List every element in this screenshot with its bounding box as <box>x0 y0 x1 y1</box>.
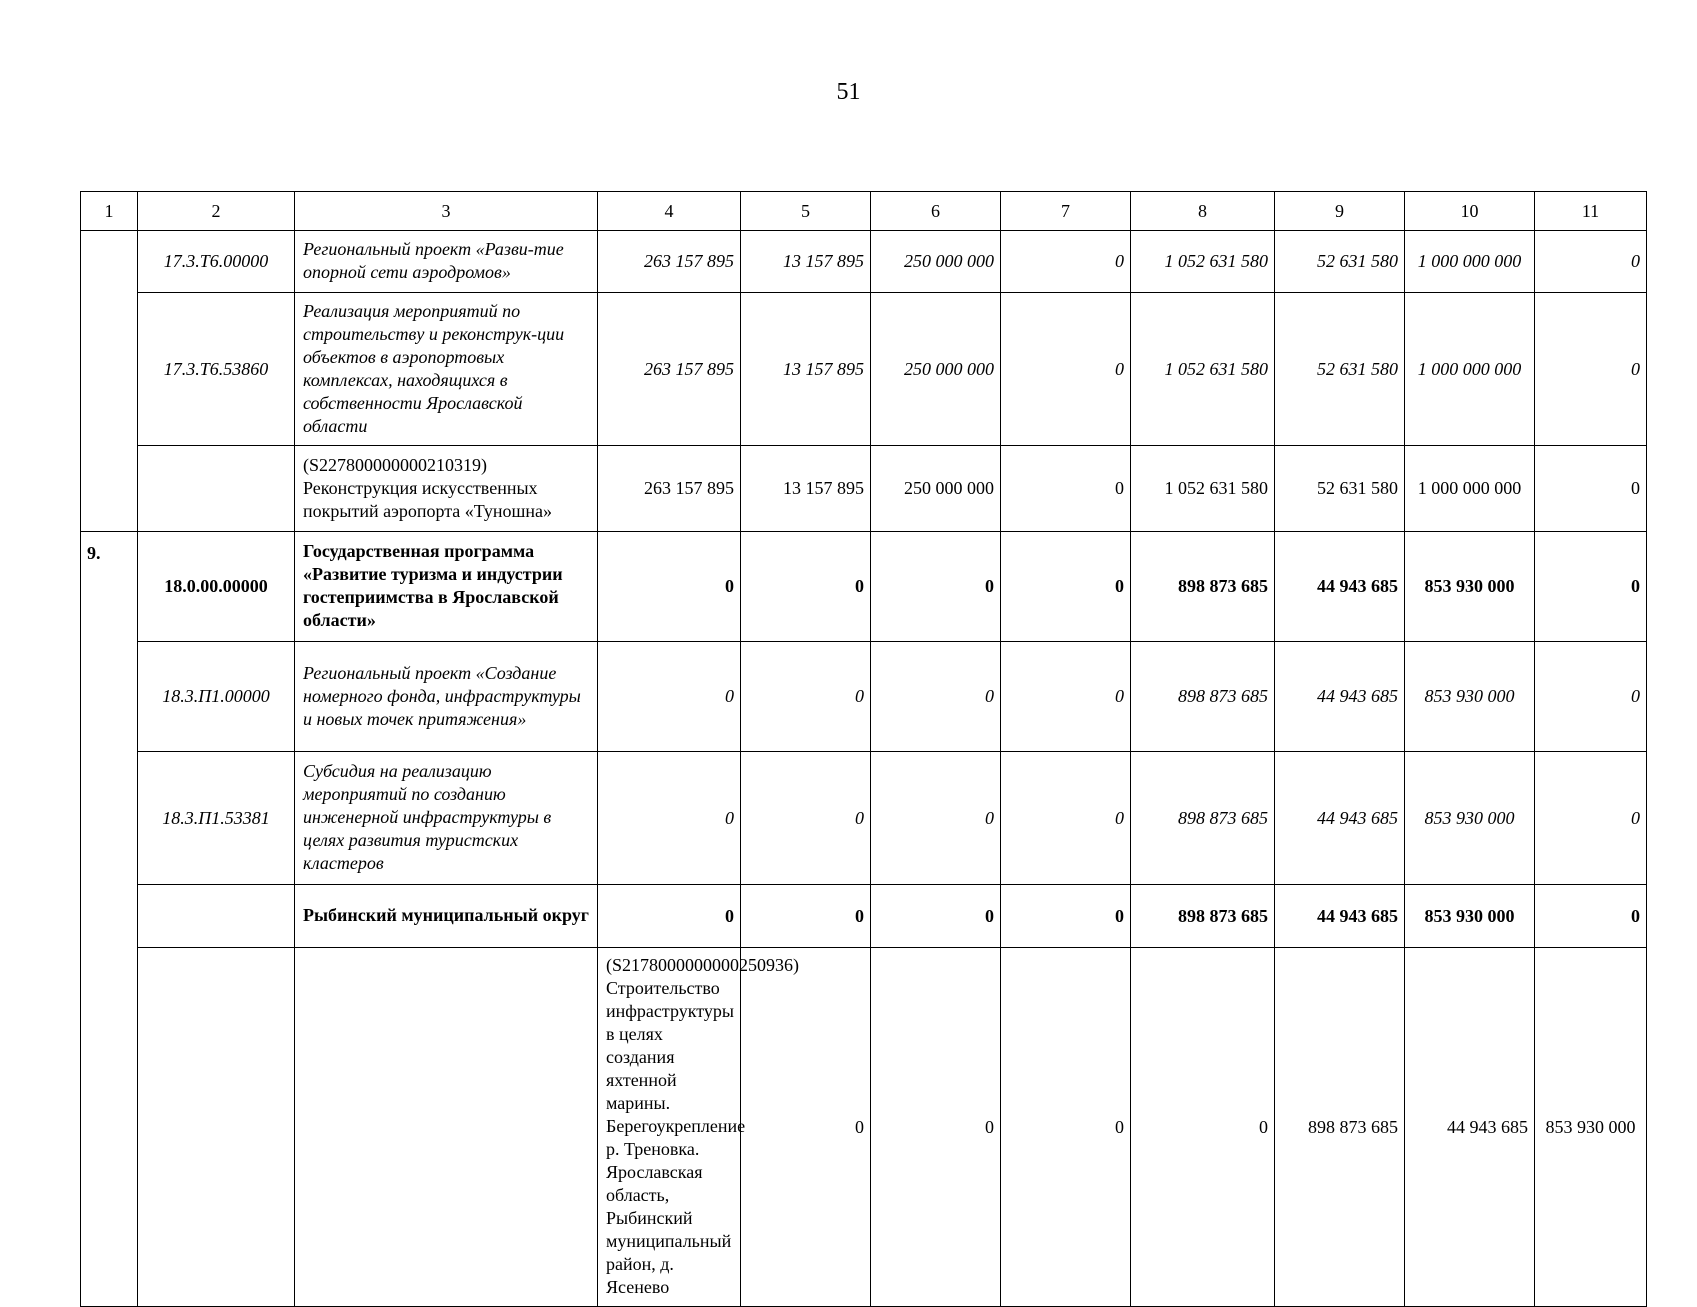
column-header: 11 <box>1535 192 1647 231</box>
value-cell: 898 873 685 <box>1131 532 1275 642</box>
value-cell: 0 <box>1535 446 1647 532</box>
row-code <box>295 948 598 1307</box>
row-index: 9. <box>81 532 138 1307</box>
value-cell: 13 157 895 <box>741 293 871 446</box>
value-cell: 0 <box>598 752 741 885</box>
row-code: 17.3.Т6.53860 <box>138 293 295 446</box>
column-header: 9 <box>1275 192 1405 231</box>
row-code: 17.3.Т6.00000 <box>138 231 295 293</box>
row-name: Региональный проект «Создание номерного фонда, инфраструктуры и новых точек притяжения» <box>295 642 598 752</box>
value-cell: 0 <box>741 642 871 752</box>
row-name: Региональный проект «Разви-тие опорной сети аэродромов» <box>295 231 598 293</box>
table-row <box>81 231 1647 293</box>
row-name: (S227800000000210319) Реконструкция искусственных покрытий аэропорта «Туношна» <box>295 446 598 532</box>
row-index <box>138 948 295 1307</box>
row-name: Субсидия на реализацию мероприятий по созданию инженерной инфраструктуры в целях развития туристских кластеров <box>295 752 598 885</box>
value-cell: 0 <box>1535 231 1647 293</box>
value-cell: 0 <box>871 642 1001 752</box>
value-cell: 853 930 000 <box>1405 532 1535 642</box>
table-row <box>81 532 1647 642</box>
column-header: 3 <box>295 192 598 231</box>
value-cell: 0 <box>598 642 741 752</box>
value-cell: 898 873 685 <box>1131 885 1275 948</box>
value-cell: 0 <box>1001 752 1131 885</box>
table-row <box>81 752 1647 885</box>
header-row <box>81 192 1647 231</box>
value-cell: 0 <box>741 885 871 948</box>
value-cell: 0 <box>1001 642 1131 752</box>
value-cell: 0 <box>871 948 1001 1307</box>
value-cell: 13 157 895 <box>741 231 871 293</box>
table-row <box>81 293 1647 446</box>
value-cell: 853 930 000 <box>1405 752 1535 885</box>
value-cell: 263 157 895 <box>598 231 741 293</box>
value-cell: 0 <box>598 532 741 642</box>
value-cell: 0 <box>1001 948 1131 1307</box>
value-cell: 0 <box>1535 532 1647 642</box>
value-cell: 0 <box>741 948 871 1307</box>
row-code: 18.0.00.00000 <box>138 532 295 642</box>
value-cell: 0 <box>1131 948 1275 1307</box>
value-cell: 0 <box>1001 532 1131 642</box>
column-header: 10 <box>1405 192 1535 231</box>
row-name: Рыбинский муниципальный округ <box>295 885 598 948</box>
row-code: 18.3.П1.53381 <box>138 752 295 885</box>
value-cell: 1 000 000 000 <box>1405 446 1535 532</box>
value-cell: 263 157 895 <box>598 293 741 446</box>
value-cell: 1 000 000 000 <box>1405 231 1535 293</box>
value-cell: 1 052 631 580 <box>1131 231 1275 293</box>
value-cell: 250 000 000 <box>871 446 1001 532</box>
table-row <box>81 446 1647 532</box>
value-cell: 898 873 685 <box>1131 642 1275 752</box>
value-cell: 44 943 685 <box>1405 948 1535 1307</box>
value-cell: 853 930 000 <box>1405 642 1535 752</box>
value-cell: 13 157 895 <box>741 446 871 532</box>
row-name: Реализация мероприятий по строительству и реконструк-ции объектов в аэропортовых комплексах, находящихся в собственности Ярославской области <box>295 293 598 446</box>
column-header: 2 <box>138 192 295 231</box>
row-name: Государственная программа «Развитие туризма и индустрии гостеприимства в Ярославской области» <box>295 532 598 642</box>
value-cell: 853 930 000 <box>1405 885 1535 948</box>
value-cell: 44 943 685 <box>1275 642 1405 752</box>
value-cell: 52 631 580 <box>1275 446 1405 532</box>
column-header: 5 <box>741 192 871 231</box>
column-header: 7 <box>1001 192 1131 231</box>
value-cell: 853 930 000 <box>1535 948 1647 1307</box>
value-cell: 0 <box>1001 293 1131 446</box>
row-code: 18.3.П1.00000 <box>138 642 295 752</box>
value-cell: 250 000 000 <box>871 293 1001 446</box>
value-cell: 0 <box>1535 885 1647 948</box>
value-cell: 44 943 685 <box>1275 885 1405 948</box>
value-cell: 0 <box>1535 752 1647 885</box>
column-header: 4 <box>598 192 741 231</box>
value-cell: 263 157 895 <box>598 446 741 532</box>
value-cell: 0 <box>1001 446 1131 532</box>
row-code <box>138 446 295 532</box>
value-cell: 0 <box>1535 293 1647 446</box>
row-index <box>81 231 138 532</box>
value-cell: 44 943 685 <box>1275 752 1405 885</box>
column-header: 1 <box>81 192 138 231</box>
value-cell: 0 <box>1535 642 1647 752</box>
value-cell: 52 631 580 <box>1275 231 1405 293</box>
page-number: 51 <box>836 79 861 105</box>
value-cell: 0 <box>598 885 741 948</box>
value-cell: 1 052 631 580 <box>1131 293 1275 446</box>
value-cell: 52 631 580 <box>1275 293 1405 446</box>
table-row <box>81 885 1647 948</box>
value-cell: 1 000 000 000 <box>1405 293 1535 446</box>
column-header: 6 <box>871 192 1001 231</box>
value-cell: 0 <box>741 532 871 642</box>
value-cell: 1 052 631 580 <box>1131 446 1275 532</box>
value-cell: 0 <box>741 752 871 885</box>
value-cell: 0 <box>1001 231 1131 293</box>
budget-table <box>80 191 1647 1307</box>
value-cell: 250 000 000 <box>871 231 1001 293</box>
row-code <box>138 885 295 948</box>
table-row <box>81 948 1647 1307</box>
value-cell: 0 <box>871 532 1001 642</box>
value-cell: 0 <box>871 752 1001 885</box>
table-row <box>81 642 1647 752</box>
value-cell: 0 <box>871 885 1001 948</box>
value-cell: 44 943 685 <box>1275 532 1405 642</box>
value-cell: 898 873 685 <box>1131 752 1275 885</box>
row-name: (S2178000000000250936) Строительство инфраструктуры в целях создания яхтенной марины. Берегоукрепление р. Треновка. Ярославская область, Рыбинский муниципальный район, д. Ясенево <box>598 948 741 1307</box>
value-cell: 898 873 685 <box>1275 948 1405 1307</box>
column-header: 8 <box>1131 192 1275 231</box>
value-cell: 0 <box>1001 885 1131 948</box>
